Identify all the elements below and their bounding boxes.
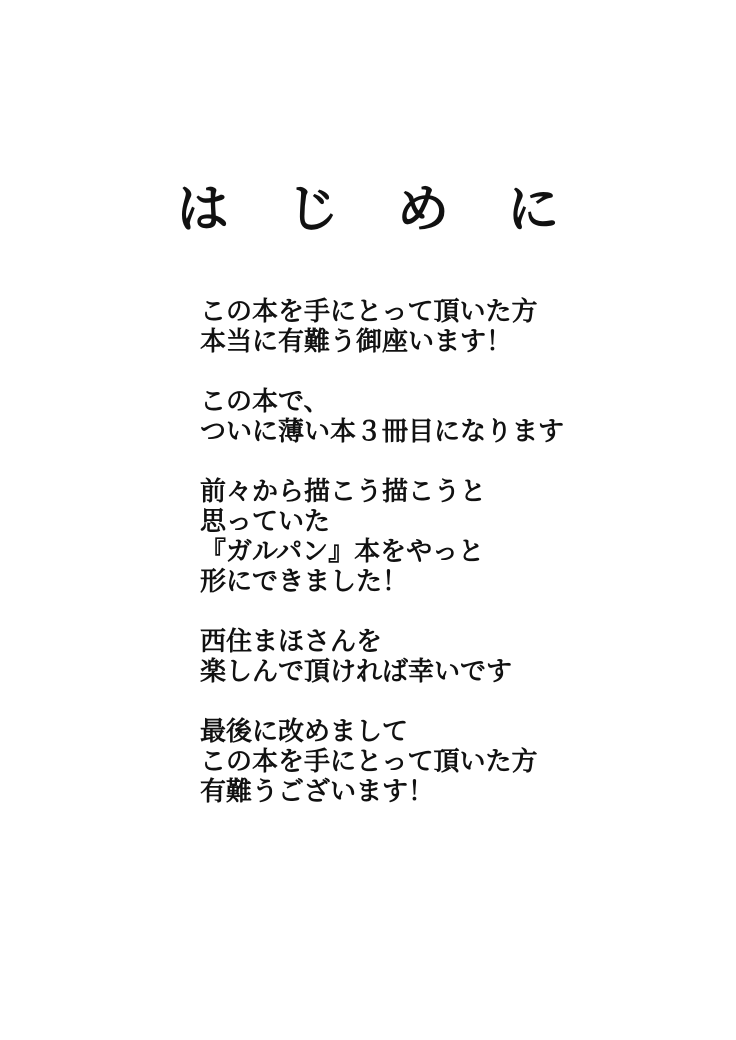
page-title: は じ め に: [176, 181, 582, 239]
text-line: 『ガルパン』本をやっと: [200, 536, 485, 566]
paragraph-closing: [200, 716, 680, 806]
text-line: 前々から描こう描こうと: [200, 476, 487, 506]
page-body: [200, 296, 680, 806]
text-line: この本を手にとって頂いた方: [200, 296, 538, 326]
text-line: 最後に改めまして: [200, 716, 409, 746]
paragraph-thanks: [200, 296, 680, 356]
text-line: この本を手にとって頂いた方: [200, 746, 538, 776]
text-line: この本で、: [200, 386, 330, 416]
text-line: 思っていた: [200, 506, 331, 536]
text-line: 本当に有難う御座います！: [200, 326, 513, 356]
text-line: ついに薄い本３冊目になります: [200, 416, 565, 446]
text-line: 形にできました！: [200, 566, 409, 596]
paragraph-third-book: [200, 386, 680, 446]
paragraph-maho: [200, 626, 680, 686]
text-line: 有難うございます！: [200, 776, 435, 806]
text-line: 楽しんで頂ければ幸いです: [200, 656, 513, 686]
paragraph-garupan: [200, 476, 680, 596]
text-line: 西住まほさんを: [200, 626, 383, 656]
